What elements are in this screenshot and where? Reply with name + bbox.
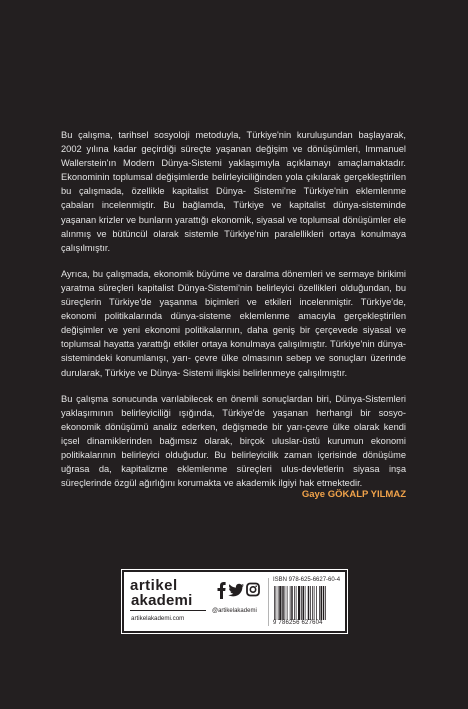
- blurb-paragraph-2: Ayrıca, bu çalışmada, ekonomik büyüme ve daralma dönemleri ve sermaye birikimi yaratma süreçleri kapitalist Dünya-Sistemi'nin belirleyici özellikleri olduğundan, bu süreçlerin Türkiye'de yaşanma biçimleri ve etkileri incelenmiştir. Türkiye'de, ekonomi politikalarında dünya-sisteme eklemlenme amacıyla gerçekleştirilen değişimler ve yeni ekonomi politikalarının, daha geniş bir çerçevede siyasal ve toplumsal hayatta yarattığı etkiler ortaya konulmaya çalışılmıştır. Türkiye'nin dünya-sistemindeki konumlanışı, yarı- çevre ülke olmasının sebep ve sonuçları üzerinde durularak, Türkiye ve Dünya- Sistemi ilişkisi belirlenmeye çalışılmıştır.: [61, 268, 406, 378]
- barcode-bar: [294, 586, 295, 620]
- barcode-bar: [287, 586, 288, 620]
- barcode-bar: [296, 586, 297, 620]
- barcode-bar: [279, 586, 281, 620]
- social-block: [214, 578, 264, 628]
- barcode-bar: [325, 586, 326, 620]
- blurb-paragraph-1: Bu çalışma, tarihsel sosyoloji metoduyla, Türkiye'nin kuruluşundan başlayarak, 2002 yılına kadar geçirdiği süreçte yaşanan değişim ve dönüşümleri, Immanuel Wallerstein'ın Modern Dünya-Sistemi yaklaşımıyla açıklamayı amaçlamaktadır. Ekonominin toplumsal değişimlerde belirleyiciliğinden yola çıkılarak gerçekleştirilen bu çalışmada, özellikle kapitalist Dünya- Sistemi'ne Türkiye'nin eklemlenme çabaları incelenmiştir. Bu bağlamda, Türkiye ve kapitalist dünya-sisteminde yaşanan krizler ve bunların yarattığı ekonomik, siyasal ve toplumsal dönüşümler ele alınmış ve bütüncül olarak sistemle Türkiye'nin paralellikleri ortaya konulmaya çalışılmıştır.: [61, 130, 406, 253]
- logo-underline: [130, 610, 206, 611]
- divider: [268, 578, 269, 626]
- publisher-box: [122, 570, 347, 633]
- logo-line-1: artikel: [130, 577, 178, 594]
- barcode-bar: [276, 586, 277, 620]
- barcode: [274, 586, 342, 620]
- barcode-bar: [278, 586, 279, 620]
- isbn-label: ISBN 978-625-6627-60-4: [273, 577, 341, 583]
- barcode-bar: [291, 586, 293, 620]
- barcode-number: 9 786256 627604: [273, 620, 323, 626]
- facebook-icon: [218, 582, 226, 599]
- twitter-icon: [228, 584, 244, 597]
- logo-line-2: akademi: [131, 592, 193, 609]
- barcode-bar: [303, 586, 305, 620]
- publisher-url: artikelakademi.com: [131, 615, 185, 622]
- barcode-bar: [285, 586, 286, 620]
- isbn-block: [273, 577, 343, 629]
- barcode-bar: [290, 586, 291, 620]
- social-handle: @artikelakademi: [212, 608, 257, 614]
- barcode-bar: [321, 586, 323, 620]
- barcode-bar: [308, 586, 310, 620]
- barcode-bar: [305, 586, 306, 620]
- barcode-bar: [282, 586, 284, 620]
- blurb-text: [61, 128, 406, 490]
- barcode-bar: [312, 586, 313, 620]
- barcode-bar: [310, 586, 311, 620]
- barcode-bar: [319, 586, 320, 620]
- instagram-icon: [247, 584, 259, 596]
- barcode-bar: [323, 586, 325, 620]
- barcode-bar: [274, 586, 275, 620]
- publisher-logo: [130, 578, 210, 628]
- social-icons: [214, 580, 260, 600]
- barcode-bar: [316, 586, 317, 620]
- author-name: Gaye GÖKALP YILMAZ: [301, 489, 406, 500]
- blurb-paragraph-3: Bu çalışma sonucunda varılabilecek en önemli sonuçlardan biri, Dünya-Sistemleri yaklaşımının belirleyiciliği ışığında, Türkiye'de yaşanan herhangi bir sosyo-ekonomik dönüşümü analiz ederken, değişmede bir yarı-çevre ülke olarak kendi içsel dinamiklerinden bağımsız olarak, birçok uluslar-üstü kurumun ekonomi politikalarının belirleyici olduğudur. Bu belirleyicilik zaman içerisinde dönüşüme uğrasa da, kapitalizme eklemlenme süreçleri ulus-devletlerin siyasa inşa süreçlerinde özgül ağırlığını korumakta ve akademik ilgiyi hak etmektedir.: [61, 393, 406, 489]
- barcode-bar: [301, 586, 302, 620]
- barcode-bar: [314, 586, 315, 620]
- barcode-bar: [298, 586, 300, 620]
